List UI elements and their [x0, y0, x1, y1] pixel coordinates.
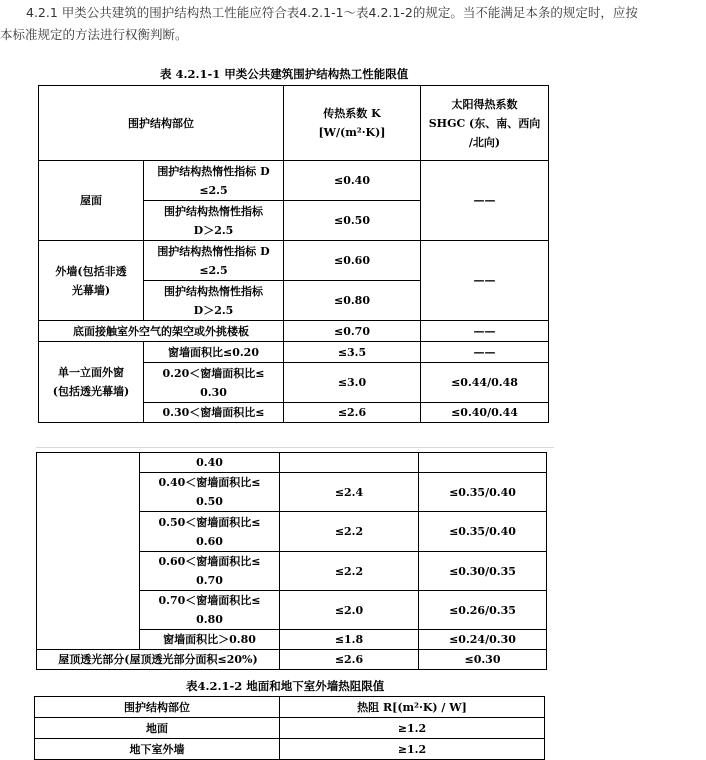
cont-k-2: ≤2.4	[280, 473, 419, 512]
skylight-label: 屋顶透光部分(屋顶透光部分面积≤20%)	[37, 650, 280, 670]
cont-cond-2	[140, 473, 280, 512]
window-label-continued	[37, 453, 140, 650]
window-label-line2: (包括透光幕墙)	[52, 385, 130, 398]
cont-shgc-1	[419, 453, 547, 473]
header-shgc-line2: SHGC (东、南、西向	[428, 116, 541, 130]
header-shgc-line3: /北向)	[468, 135, 501, 149]
cont-cond-4-line1: 0.60＜窗墙面积比≤	[158, 555, 261, 568]
window-label	[39, 342, 144, 423]
roof-cond-2	[144, 201, 284, 241]
header-shgc	[421, 86, 549, 161]
cont-cond-4	[140, 552, 280, 591]
cont-k-6: ≤1.8	[280, 630, 419, 650]
wall-cond-1	[144, 241, 284, 281]
cont-k-3: ≤2.2	[280, 512, 419, 552]
t2-r-2: ≥1.2	[280, 739, 545, 760]
table1	[38, 85, 549, 423]
wall-k-2: ≤0.80	[284, 281, 421, 321]
t2-header-part: 围护结构部位	[35, 697, 280, 718]
wall-shgc: ——	[421, 241, 549, 321]
cont-cond-5-line2: 0.80	[196, 613, 223, 626]
cont-shgc-3: ≤0.35/0.40	[419, 512, 547, 552]
cont-cond-3-line1: 0.50＜窗墙面积比≤	[158, 515, 261, 529]
window-cond-3: 0.30＜窗墙面积比≤	[144, 403, 284, 423]
window-cond-2-line2: 0.30	[200, 385, 227, 399]
window-k-1: ≤3.5	[284, 342, 421, 363]
wall-label-line2: 光幕墙)	[71, 283, 111, 297]
wall-k-1: ≤0.60	[284, 241, 421, 281]
cont-cond-5-line1: 0.70＜窗墙面积比≤	[158, 594, 261, 607]
roof-cond-1	[144, 161, 284, 201]
header-part: 围护结构部位	[39, 86, 284, 161]
window-cond-2-line1: 0.20＜窗墙面积比≤	[162, 366, 265, 380]
table1-title: 表 4.2.1-1 甲类公共建筑围护结构热工性能限值	[160, 67, 409, 81]
header-shgc-line1: 太阳得热系数	[451, 97, 518, 111]
t2-r-1: ≥1.2	[280, 718, 545, 739]
wall-cond-1-line1: 围护结构热惰性指标 D	[157, 244, 270, 258]
header-k-line2: [W/(m²·K)]	[318, 126, 386, 139]
cont-cond-6: 窗墙面积比＞0.80	[140, 630, 280, 650]
roof-shgc: ——	[421, 161, 549, 241]
page-break-line	[36, 447, 554, 448]
table2	[34, 696, 545, 760]
wall-cond-1-line2: ≤2.5	[199, 263, 228, 277]
wall-label-line1: 外墙(包括非透	[55, 264, 127, 278]
wall-cond-2-line1: 围护结构热惰性指标	[164, 284, 263, 298]
cont-shgc-4: ≤0.30/0.35	[419, 552, 547, 591]
window-cond-2	[144, 363, 284, 403]
intro-line-2: 本标准规定的方法进行权衡判断。	[0, 27, 188, 42]
t2-part-1: 地面	[35, 718, 280, 739]
window-shgc-1: ——	[421, 342, 549, 363]
table1-continued	[36, 452, 547, 670]
header-k	[284, 86, 421, 161]
cont-cond-3	[140, 512, 280, 552]
floor-k: ≤0.70	[284, 321, 421, 342]
window-k-3: ≤2.6	[284, 403, 421, 423]
skylight-k: ≤2.6	[280, 650, 419, 670]
header-k-line1: 传热系数 K	[323, 107, 381, 120]
cont-shgc-6: ≤0.24/0.30	[419, 630, 547, 650]
roof-label: 屋面	[39, 161, 144, 241]
cont-cond-4-line2: 0.70	[196, 574, 223, 587]
window-shgc-3: ≤0.40/0.44	[421, 403, 549, 423]
roof-cond-1-line2: ≤2.5	[199, 183, 228, 197]
floor-shgc: ——	[421, 321, 549, 342]
t2-part-2: 地下室外墙	[35, 739, 280, 760]
intro-paragraph	[0, 2, 706, 46]
cont-k-4: ≤2.2	[280, 552, 419, 591]
window-k-2: ≤3.0	[284, 363, 421, 403]
skylight-shgc: ≤0.30	[419, 650, 547, 670]
wall-cond-2	[144, 281, 284, 321]
t2-header-r: 热阻 R[(m²·K) / W]	[280, 697, 545, 718]
cont-k-1	[280, 453, 419, 473]
cont-cond-1: 0.40	[140, 453, 280, 473]
cont-cond-5	[140, 591, 280, 630]
roof-k-2: ≤0.50	[284, 201, 421, 241]
cont-shgc-5: ≤0.26/0.35	[419, 591, 547, 630]
cont-k-5: ≤2.0	[280, 591, 419, 630]
cont-cond-3-line2: 0.60	[196, 534, 223, 548]
window-label-line1: 单一立面外窗	[58, 366, 124, 379]
wall-cond-2-line2: D＞2.5	[193, 303, 234, 317]
cont-cond-2-line1: 0.40＜窗墙面积比≤	[158, 476, 261, 489]
roof-cond-2-line1: 围护结构热惰性指标	[164, 204, 263, 218]
cont-shgc-2: ≤0.35/0.40	[419, 473, 547, 512]
wall-label	[39, 241, 144, 321]
roof-k-1: ≤0.40	[284, 161, 421, 201]
intro-line-1: 4.2.1 甲类公共建筑的围护结构热工性能应符合表4.2.1-1～表4.2.1-2的规定。当不能满足本条的规定时，应按	[26, 5, 638, 20]
roof-cond-1-line1: 围护结构热惰性指标 D	[157, 164, 270, 178]
window-cond-1: 窗墙面积比≤0.20	[144, 342, 284, 363]
floor-label: 底面接触室外空气的架空或外挑楼板	[39, 321, 284, 342]
roof-cond-2-line2: D＞2.5	[193, 223, 234, 237]
table2-title: 表4.2.1-2 地面和地下室外墙热阻限值	[186, 679, 385, 693]
window-shgc-2: ≤0.44/0.48	[421, 363, 549, 403]
cont-cond-2-line2: 0.50	[196, 495, 223, 508]
